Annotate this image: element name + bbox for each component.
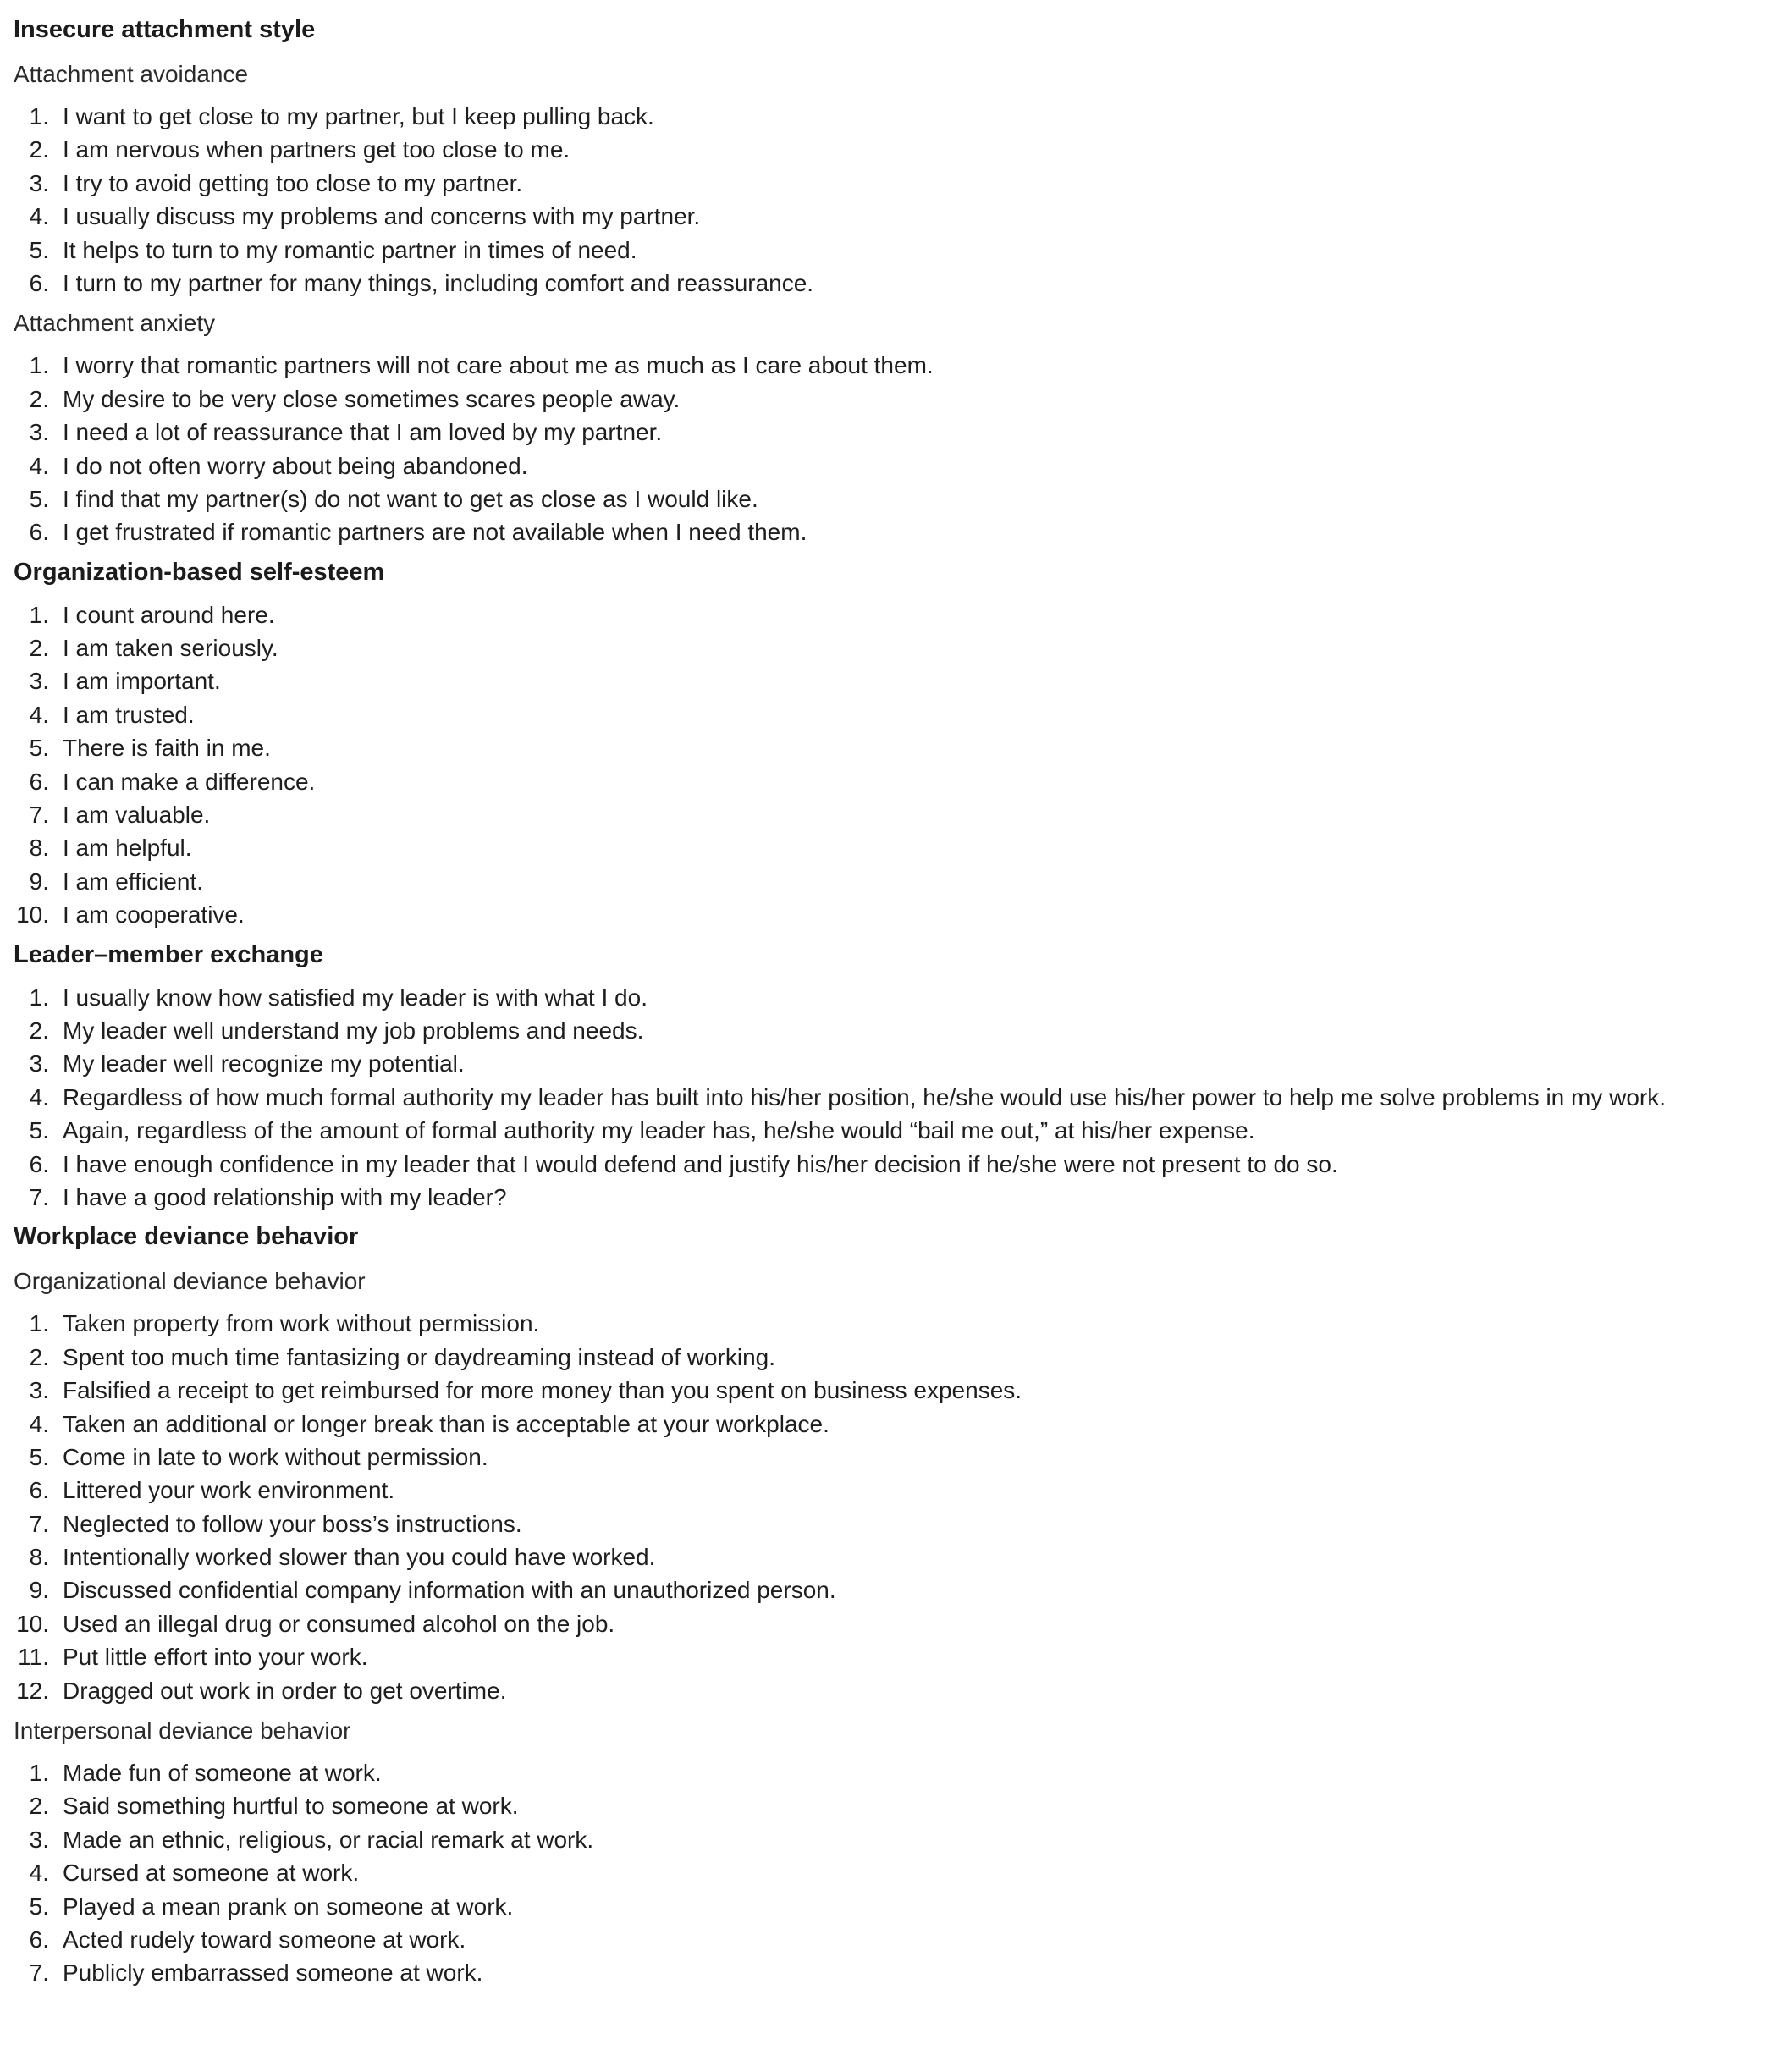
item-text: I want to get close to my partner, but I keep pulling back. [63, 103, 654, 130]
list-item [14, 1374, 1780, 1407]
list-item [14, 234, 1780, 267]
item-text: I try to avoid getting too close to my partner. [63, 169, 523, 196]
list-item [14, 1114, 1780, 1147]
item-number: 5. [29, 485, 49, 512]
item-text: Publicly embarrassed someone at work. [63, 1959, 483, 1987]
item-text: My desire to be very close sometimes scares people away. [63, 385, 681, 412]
subsection-title: Interpersonal deviance behavior [14, 1717, 351, 1744]
item-number: 10. [16, 901, 49, 929]
item-text: I am valuable. [63, 802, 211, 829]
item-text: Made an ethnic, religious, or racial remark at work. [63, 1826, 594, 1853]
list-item [14, 1441, 1780, 1474]
scale-section [14, 12, 1780, 549]
section-title: Insecure attachment style [14, 16, 316, 43]
item-number: 9. [29, 868, 49, 895]
list-item [14, 449, 1780, 482]
list-item [14, 1081, 1780, 1114]
item-number: 7. [29, 1510, 49, 1537]
list-item [14, 133, 1780, 166]
scale-section [14, 1219, 1780, 1989]
item-text: I worry that romantic partners will not care about me as much as I care about them. [63, 352, 934, 379]
item-text: Littered your work environment. [63, 1477, 395, 1504]
list-item [14, 1014, 1780, 1047]
item-number: 5. [29, 236, 49, 263]
item-text: Again, regardless of the amount of formal authority my leader has, he/she would “bail me out,” at his/her expense. [63, 1117, 1255, 1144]
list-item [14, 731, 1780, 764]
item-text: Falsified a receipt to get reimbursed for more money than you spent on business expenses. [63, 1377, 1022, 1404]
item-text: I do not often worry about being abandoned. [63, 452, 528, 479]
item-number: 2. [29, 136, 49, 163]
list-item [14, 1607, 1780, 1640]
item-text: I have a good relationship with my leader? [63, 1183, 507, 1210]
list-item [14, 698, 1780, 731]
list-item [14, 981, 1780, 1014]
item-number: 5. [29, 735, 49, 762]
list-item [14, 798, 1780, 831]
item-text: I turn to my partner for many things, including comfort and reassurance. [63, 269, 814, 296]
list-item [14, 200, 1780, 233]
item-number: 9. [29, 1577, 49, 1604]
item-text: Spent too much time fantasizing or daydreaming instead of working. [63, 1343, 776, 1370]
item-list [14, 100, 1780, 300]
item-text: Acted rudely toward someone at work. [63, 1926, 466, 1953]
item-number: 3. [29, 1377, 49, 1404]
item-number: 4. [29, 1860, 49, 1887]
item-number: 12. [16, 1677, 49, 1704]
list-item [14, 1856, 1780, 1889]
item-text: I am nervous when partners get too close to me. [63, 136, 570, 163]
item-text: Discussed confidential company information with an unauthorized person. [63, 1577, 836, 1604]
item-list [14, 981, 1780, 1215]
list-item [14, 167, 1780, 200]
item-text: It helps to turn to my romantic partner in times of need. [63, 236, 637, 263]
item-text: Put little effort into your work. [63, 1644, 368, 1671]
item-text: I usually discuss my problems and concerns with my partner. [63, 203, 701, 230]
item-number: 3. [29, 1826, 49, 1853]
list-item [14, 1823, 1780, 1856]
item-text: I get frustrated if romantic partners are not available when I need them. [63, 519, 807, 546]
item-number: 2. [29, 635, 49, 662]
item-number: 10. [16, 1610, 49, 1637]
list-item [14, 1408, 1780, 1441]
item-text: I find that my partner(s) do not want to get as close as I would like. [63, 485, 758, 512]
item-number: 4. [29, 203, 49, 230]
item-number: 1. [29, 103, 49, 130]
list-item [14, 1474, 1780, 1507]
item-text: My leader well understand my job problems and needs. [63, 1017, 644, 1044]
list-item [14, 482, 1780, 515]
item-text: Taken an additional or longer break than is acceptable at your workplace. [63, 1410, 829, 1437]
item-text: Played a mean prank on someone at work. [63, 1893, 514, 1920]
item-number: 6. [29, 1477, 49, 1504]
list-item [14, 1923, 1780, 1956]
list-item [14, 100, 1780, 133]
list-item [14, 1956, 1780, 1989]
item-number: 5. [29, 1443, 49, 1470]
item-number: 4. [29, 1083, 49, 1110]
item-number: 7. [29, 1959, 49, 1987]
item-number: 6. [29, 768, 49, 795]
item-text: I need a lot of reassurance that I am loved by my partner. [63, 419, 663, 446]
item-text: Taken property from work without permission. [63, 1310, 540, 1337]
list-item [14, 267, 1780, 300]
item-number: 3. [29, 1050, 49, 1077]
item-number: 1. [29, 601, 49, 628]
list-item [14, 865, 1780, 898]
item-text: I usually know how satisfied my leader is with what I do. [63, 984, 648, 1011]
list-item [14, 416, 1780, 449]
list-item [14, 515, 1780, 548]
section-title: Workplace deviance behavior [14, 1223, 359, 1251]
item-number: 3. [29, 419, 49, 446]
item-text: Dragged out work in order to get overtime. [63, 1677, 507, 1704]
item-text: I am helpful. [63, 835, 192, 862]
list-item [14, 1756, 1780, 1789]
list-item [14, 1307, 1780, 1340]
list-item [14, 349, 1780, 382]
item-number: 2. [29, 1793, 49, 1820]
item-number: 8. [29, 835, 49, 862]
item-text: Regardless of how much formal authority my leader has built into his/her position, he/she would use his/her power to help me solve problems in my work. [63, 1083, 1667, 1110]
item-list [14, 1307, 1780, 1707]
item-number: 8. [29, 1544, 49, 1571]
section-title: Organization-based self-esteem [14, 558, 385, 586]
list-item [14, 383, 1780, 416]
list-item [14, 1789, 1780, 1822]
item-number: 5. [29, 1893, 49, 1920]
item-text: Neglected to follow your boss’s instructions. [63, 1510, 522, 1537]
item-text: My leader well recognize my potential. [63, 1050, 465, 1077]
subsection-title: Attachment avoidance [14, 61, 249, 87]
item-text: Cursed at someone at work. [63, 1860, 360, 1887]
item-text: Used an illegal drug or consumed alcohol on the job. [63, 1610, 615, 1637]
item-number: 6. [29, 519, 49, 546]
subsection-title: Organizational deviance behavior [14, 1268, 366, 1295]
list-item [14, 1181, 1780, 1214]
list-item [14, 1674, 1780, 1707]
item-text: I have enough confidence in my leader that I would defend and justify his/her decision if he/she were not present to do so. [63, 1150, 1338, 1177]
item-number: 1. [29, 1310, 49, 1337]
item-text: Made fun of someone at work. [63, 1760, 382, 1787]
list-item [14, 831, 1780, 864]
item-text: I am important. [63, 668, 221, 695]
item-text: I count around here. [63, 601, 275, 628]
item-number: 6. [29, 1150, 49, 1177]
list-item [14, 1047, 1780, 1080]
list-item [14, 598, 1780, 631]
item-text: I am taken seriously. [63, 635, 278, 662]
item-text: Said something hurtful to someone at work. [63, 1793, 519, 1820]
item-text: I am trusted. [63, 701, 195, 728]
scale-section [14, 554, 1780, 932]
item-text: I am efficient. [63, 868, 204, 895]
item-number: 2. [29, 1343, 49, 1370]
list-item [14, 1341, 1780, 1374]
item-number: 4. [29, 452, 49, 479]
list-item [14, 1890, 1780, 1923]
item-number: 11. [18, 1644, 49, 1671]
item-number: 1. [29, 352, 49, 379]
scale-section [14, 937, 1780, 1215]
item-number: 6. [29, 1926, 49, 1953]
list-item [14, 664, 1780, 697]
item-list [14, 349, 1780, 548]
item-list [14, 1756, 1780, 1990]
item-number: 4. [29, 701, 49, 728]
list-item [14, 898, 1780, 931]
list-item [14, 765, 1780, 798]
section-title: Leader–member exchange [14, 940, 323, 968]
list-item [14, 1507, 1780, 1540]
list-item [14, 1640, 1780, 1673]
item-number: 1. [29, 1760, 49, 1787]
item-number: 7. [29, 802, 49, 829]
subsection-title: Attachment anxiety [14, 310, 216, 337]
item-number: 2. [29, 1017, 49, 1044]
item-number: 4. [29, 1410, 49, 1437]
item-number: 5. [29, 1117, 49, 1144]
item-number: 3. [29, 668, 49, 695]
list-item [14, 1540, 1780, 1573]
item-text: I am cooperative. [63, 901, 245, 929]
item-number: 1. [29, 984, 49, 1011]
list-item [14, 1573, 1780, 1606]
list-item [14, 631, 1780, 664]
item-list [14, 598, 1780, 932]
list-item [14, 1148, 1780, 1181]
item-number: 3. [29, 169, 49, 196]
item-text: I can make a difference. [63, 768, 316, 795]
item-number: 2. [29, 385, 49, 412]
item-text: Intentionally worked slower than you could have worked. [63, 1544, 656, 1571]
item-number: 7. [29, 1183, 49, 1210]
item-text: Come in late to work without permission. [63, 1443, 488, 1470]
item-number: 6. [29, 269, 49, 296]
item-text: There is faith in me. [63, 735, 271, 762]
